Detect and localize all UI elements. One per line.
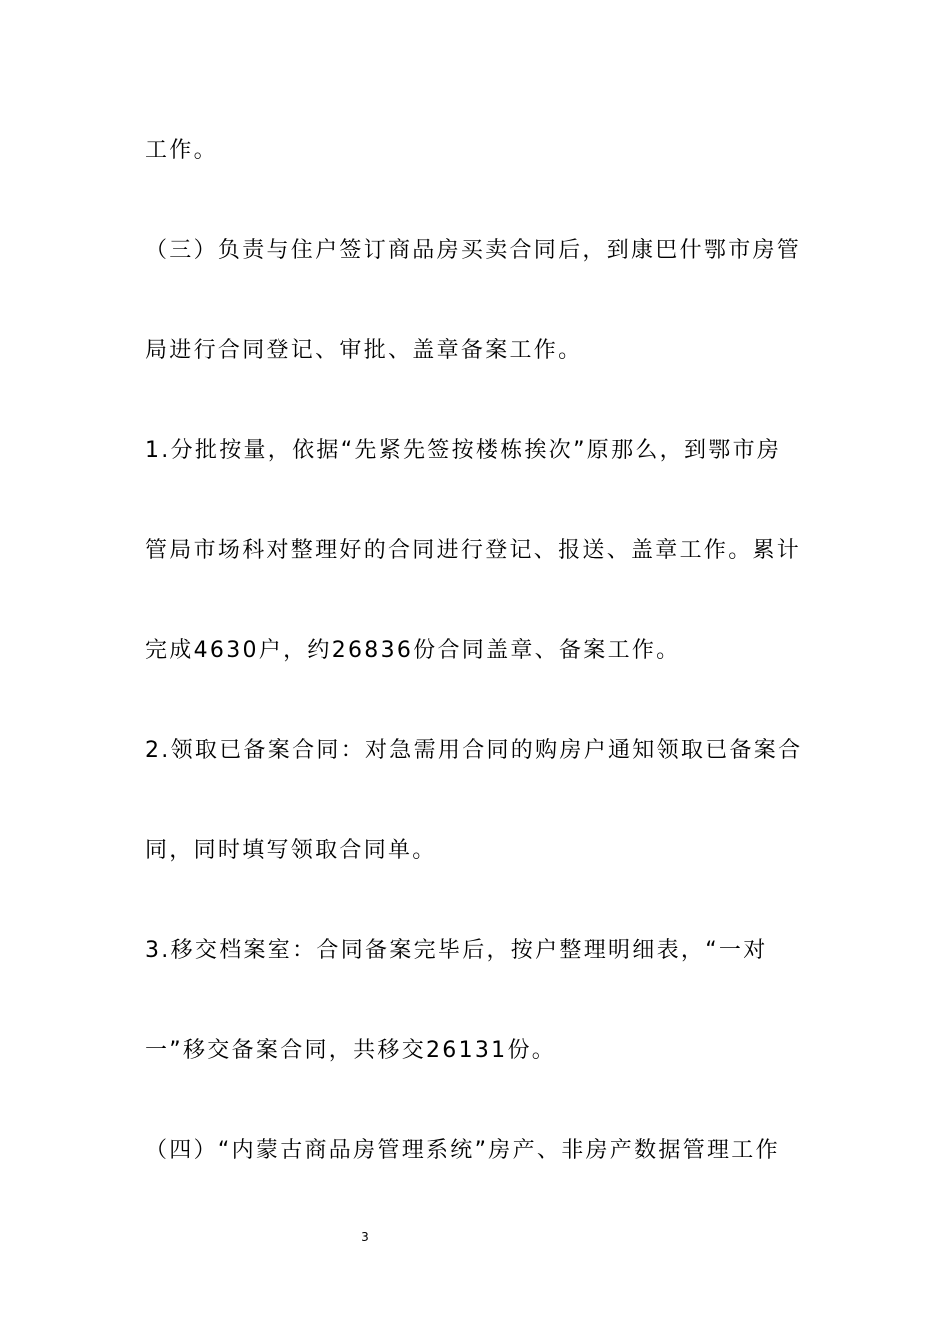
section-heading-line: （四）“内蒙古商品房管理系统”房产、非房产数据管理工作 <box>145 1138 780 1163</box>
paragraph-line: 一”移交备案合同，共移交26131份。 <box>145 1038 557 1063</box>
numbered-item-line: 1.分批按量，依据“先紧先签按楼栋挨次”原那么，到鄂市房 <box>145 438 782 463</box>
paragraph-line: 完成4630户，约26836份合同盖章、备案工作。 <box>145 638 681 663</box>
paragraph-line: 管局市场科对整理好的合同进行登记、报送、盖章工作。累计 <box>145 538 802 563</box>
paragraph-line: 局进行合同登记、审批、盖章备案工作。 <box>145 338 583 363</box>
section-heading-line: （三）负责与住户签订商品房买卖合同后，到康巴什鄂市房管 <box>145 238 802 263</box>
numbered-item-line: 3.移交档案室：合同备案完毕后，按户整理明细表，“一对 <box>145 938 768 963</box>
numbered-item-line: 2.领取已备案合同：对急需用合同的购房户通知领取已备案合 <box>145 738 803 763</box>
paragraph-line: 同，同时填写领取合同单。 <box>145 838 437 863</box>
page-number: 3 <box>361 1230 369 1244</box>
paragraph-line: 工作。 <box>145 138 218 163</box>
